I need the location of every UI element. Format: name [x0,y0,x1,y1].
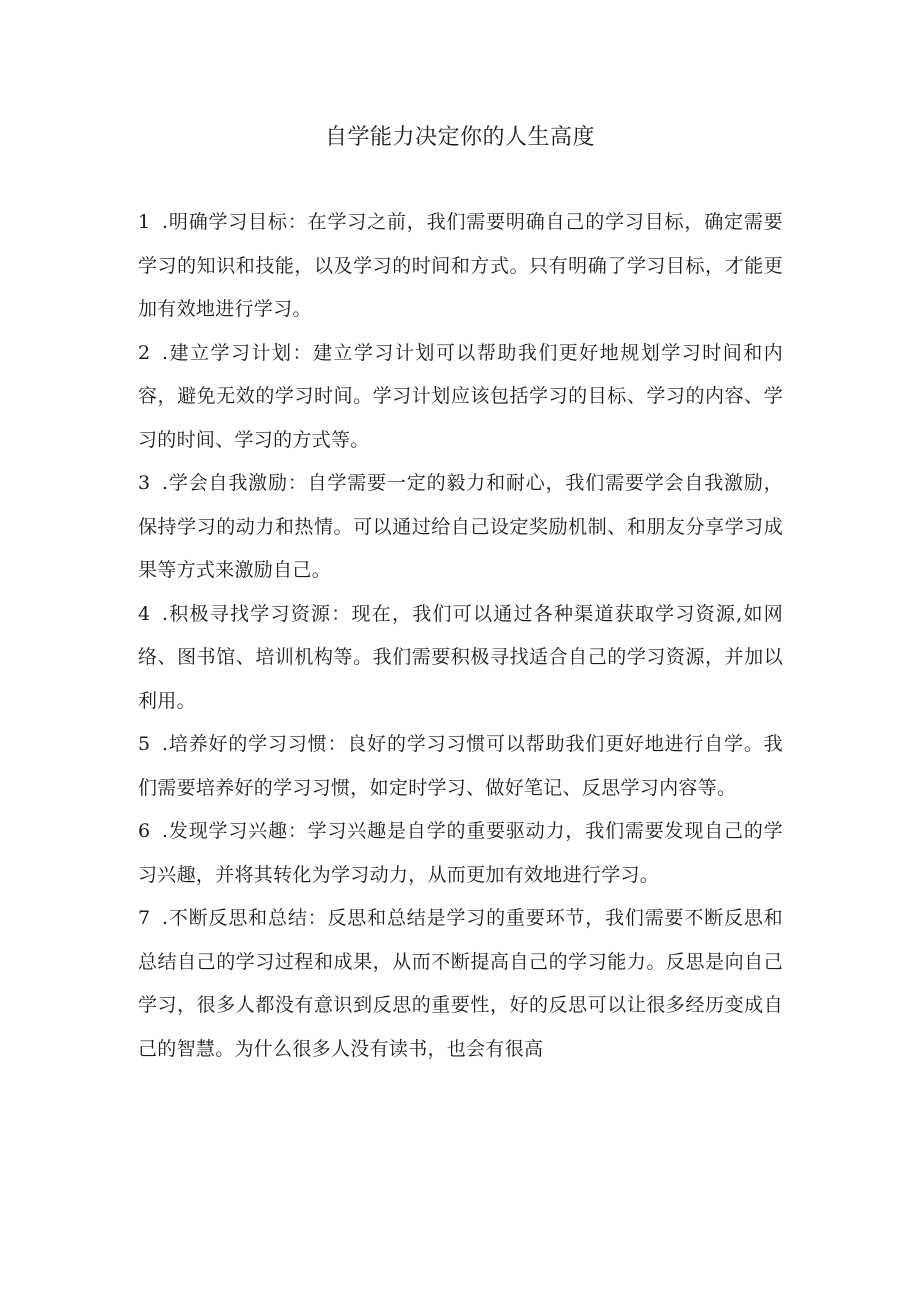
item-text: .建立学习计划：建立学习计划可以帮助我们更好地规划学习时间和内容，避免无效的学习时间。学习计划应该包括学习的目标、学习的内容、学习的时间、学习的方式等。 [138,341,783,451]
list-item-3 [138,462,783,593]
item-text: .发现学习兴趣：学习兴趣是自学的重要驱动力，我们需要发现自己的学习兴趣，并将其转化为学习动力，从而更加有效地进行学习。 [138,820,783,886]
item-number: 5 [138,733,151,755]
item-text: .学会自我激励：自学需要一定的毅力和耐心，我们需要学会自我激励，保持学习的动力和热情。可以通过给自己设定奖励机制、和朋友分享学习成果等方式来激励自己。 [138,472,783,581]
item-number: 2 [138,341,151,364]
list-item-5 [138,723,783,810]
list-item-2 [138,332,783,463]
document-body [138,201,783,1071]
item-number: 7 [138,907,151,929]
list-item-1 [138,201,783,332]
item-number: 3 [138,472,151,494]
item-number: 6 [138,820,151,842]
page-title: 自学能力决定你的人生高度 [324,125,595,150]
item-number: 4 [138,602,151,625]
list-item-6 [138,810,783,897]
item-text: .明确学习目标：在学习之前，我们需要明确自己的学习目标，确定需要学习的知识和技能，以及学习的时间和方式。只有明确了学习目标，才能更加有效地进行学习。 [138,211,783,320]
list-item-7 [138,897,783,1071]
item-text: .不断反思和总结：反思和总结是学习的重要环节，我们需要不断反思和总结自己的学习过程和成果，从而不断提高自己的学习能力。反思是向自己学习，很多人都没有意识到反思的重要性，好的反思可以让很多经历变成自己的智慧。为什么很多人没有读书，也会有很高 [138,907,783,1060]
item-text: .积极寻找学习资源：现在，我们可以通过各种渠道获取学习资源,如网络、图书馆、培训机构等。我们需要积极寻找适合自己的学习资源，并加以利用。 [138,602,783,712]
item-number: 1 [138,211,151,233]
list-item-4 [138,593,783,724]
item-text: .培养好的学习习惯：良好的学习习惯可以帮助我们更好地进行自学。我们需要培养好的学习习惯，如定时学习、做好笔记、反思学习内容等。 [138,733,783,799]
